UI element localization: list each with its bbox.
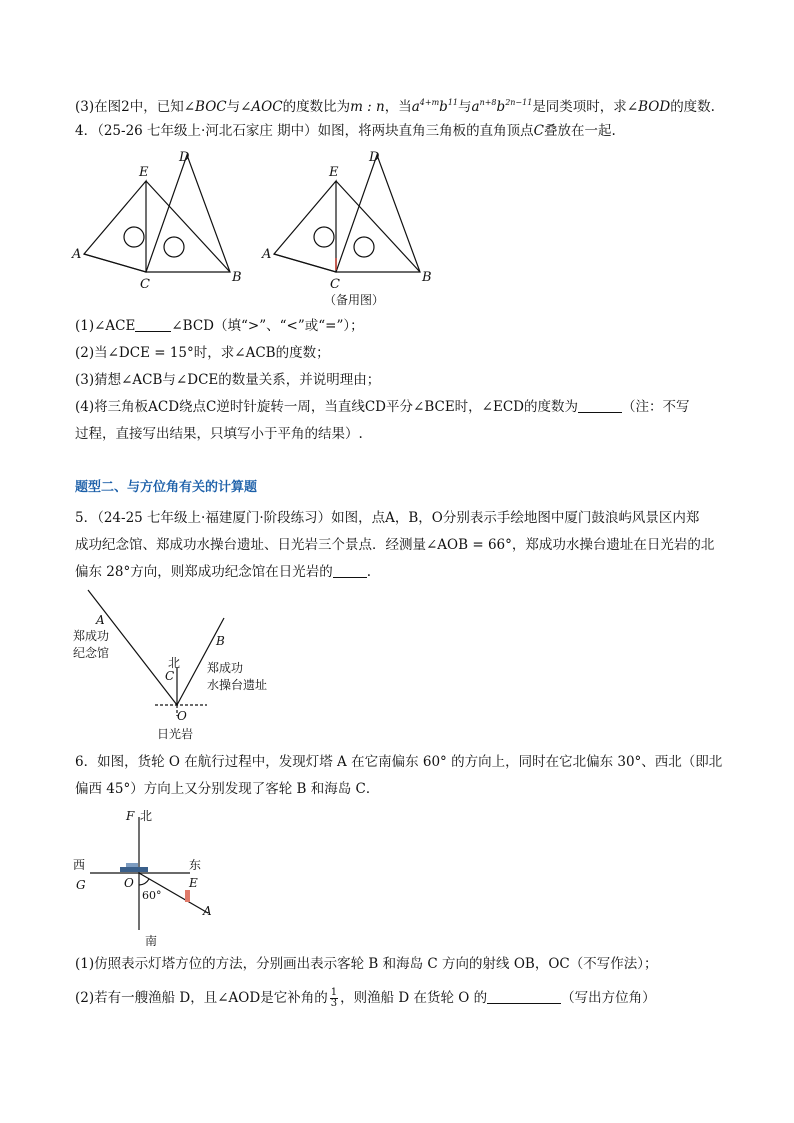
answer-blank-3[interactable] [333, 563, 367, 578]
hole-left [124, 227, 144, 247]
svg-text:郑成功: 郑成功 [207, 661, 244, 675]
q4-figure-backup [260, 148, 440, 308]
ratio: m : n [350, 99, 385, 115]
svg-text:O: O [124, 876, 134, 890]
q4-figure-main [70, 148, 250, 293]
svg-text:南: 南 [145, 934, 158, 948]
q4-part4-cont: 过程，直接写出结果，只填写小于平角的结果）. [75, 426, 363, 442]
q5-line2: 成功纪念馆、郑成功水操台遗址、日光岩三个景点．经测量∠AOB = 66°，郑成功水操台遗址在日光岩的北 [75, 537, 715, 553]
label-b: B [232, 270, 242, 285]
svg-text:A: A [96, 613, 105, 627]
q4-part4: (4)将三角板ACD绕点C逆时针旋转一周，当直线CD平分∠BCE时，∠ECD的度数为 （注：不写 [75, 399, 690, 415]
label-c: C [140, 277, 150, 292]
svg-text:东: 东 [189, 858, 202, 872]
q3-part3-line: (3)在图2中，已知∠BOC与∠AOC的度数比为m : n，当$a^{4+m}b^{11}$与$a^{n+8}b^{2n-11}$是同类项时，求∠BOD的度数. [75, 98, 715, 115]
svg-text:水操台遗址: 水操台遗址 [207, 678, 268, 692]
svg-text:日光岩: 日光岩 [157, 727, 194, 741]
q6-part2: (2)若有一艘渔船 D，且∠AOD是它补角的 $\frac{1}{3}$ ，则渔船 D 在货轮 O 的 （写出方位角） [75, 987, 656, 1009]
answer-blank-2[interactable] [578, 398, 622, 413]
q6-line1: 6．如图，货轮 O 在航行过程中，发现灯塔 A 在它南偏东 60° 的方向上，同时在它北偏东 30°、西北（即北 [75, 754, 723, 770]
q4-part3: (3)猜想∠ACB与∠DCE的数量关系，并说明理由； [75, 372, 381, 388]
svg-text:E: E [189, 876, 198, 890]
svg-text:60°: 60° [142, 889, 162, 902]
q4-part1: (1)∠ACE ∠BCD（填“>”、“<”或“=”）； [75, 318, 364, 334]
svg-text:A: A [203, 904, 212, 918]
q4-intro: 4．（25-26 七年级上·河北石家庄 期中）如图，将两块直角三角板的直角顶点C叠放在一起. [75, 123, 616, 139]
q4-part2: (2)当∠DCE = 15°时，求∠ACB的度数； [75, 345, 330, 361]
lighthouse-icon [185, 890, 190, 902]
ship-icon [120, 867, 148, 872]
q6-figure [70, 805, 230, 950]
q6-part1: (1)仿照表示灯塔方位的方法，分别画出表示客轮 B 和海岛 C 方向的射线 OB，OC（不写作法）； [75, 956, 658, 972]
svg-text:纪念馆: 纪念馆 [73, 646, 110, 660]
fraction-one-third: $\frac{1}{3}$ [330, 987, 338, 1009]
hole-right [164, 237, 184, 257]
svg-text:D: D [369, 150, 380, 165]
triangle-ace [84, 181, 146, 272]
label-e: E [139, 165, 149, 180]
svg-text:C: C [165, 669, 175, 683]
angle-bod: ∠BOD [626, 99, 671, 115]
svg-text:B: B [422, 270, 432, 285]
angle-aoc: ∠AOC [240, 99, 283, 115]
svg-text:郑成功: 郑成功 [73, 629, 110, 643]
svg-text:B: B [216, 634, 225, 648]
svg-text:西: 西 [73, 858, 86, 872]
svg-text:北: 北 [140, 809, 153, 823]
svg-text:A: A [262, 247, 272, 262]
svg-text:C: C [330, 277, 340, 292]
q5-line3: 偏东 28°方向，则郑成功纪念馆在日光岩的 . [75, 564, 372, 580]
label-a: A [72, 247, 82, 262]
q6-line2: 偏西 45°）方向上又分别发现了客轮 B 和海岛 C． [75, 781, 380, 797]
svg-text:O: O [177, 709, 187, 723]
svg-text:F: F [126, 809, 135, 823]
label-d: D [179, 150, 190, 165]
triangle-bcd [146, 155, 230, 272]
svg-text:G: G [76, 878, 86, 892]
answer-blank-1[interactable] [135, 317, 171, 332]
backup-caption: （备用图） [324, 293, 385, 307]
angle-boc: ∠BOC [183, 99, 227, 115]
svg-text:北: 北 [168, 656, 181, 670]
svg-text:E: E [329, 165, 339, 180]
section-title: 题型二、与方位角有关的计算题 [75, 480, 258, 495]
answer-blank-4[interactable] [487, 989, 561, 1004]
q5-figure [70, 588, 310, 748]
q5-line1: 5．（24-25 七年级上·福建厦门·阶段练习）如图，点A，B，O分别表示手绘地图中厦门鼓浪屿风景区内郑 [75, 510, 700, 526]
